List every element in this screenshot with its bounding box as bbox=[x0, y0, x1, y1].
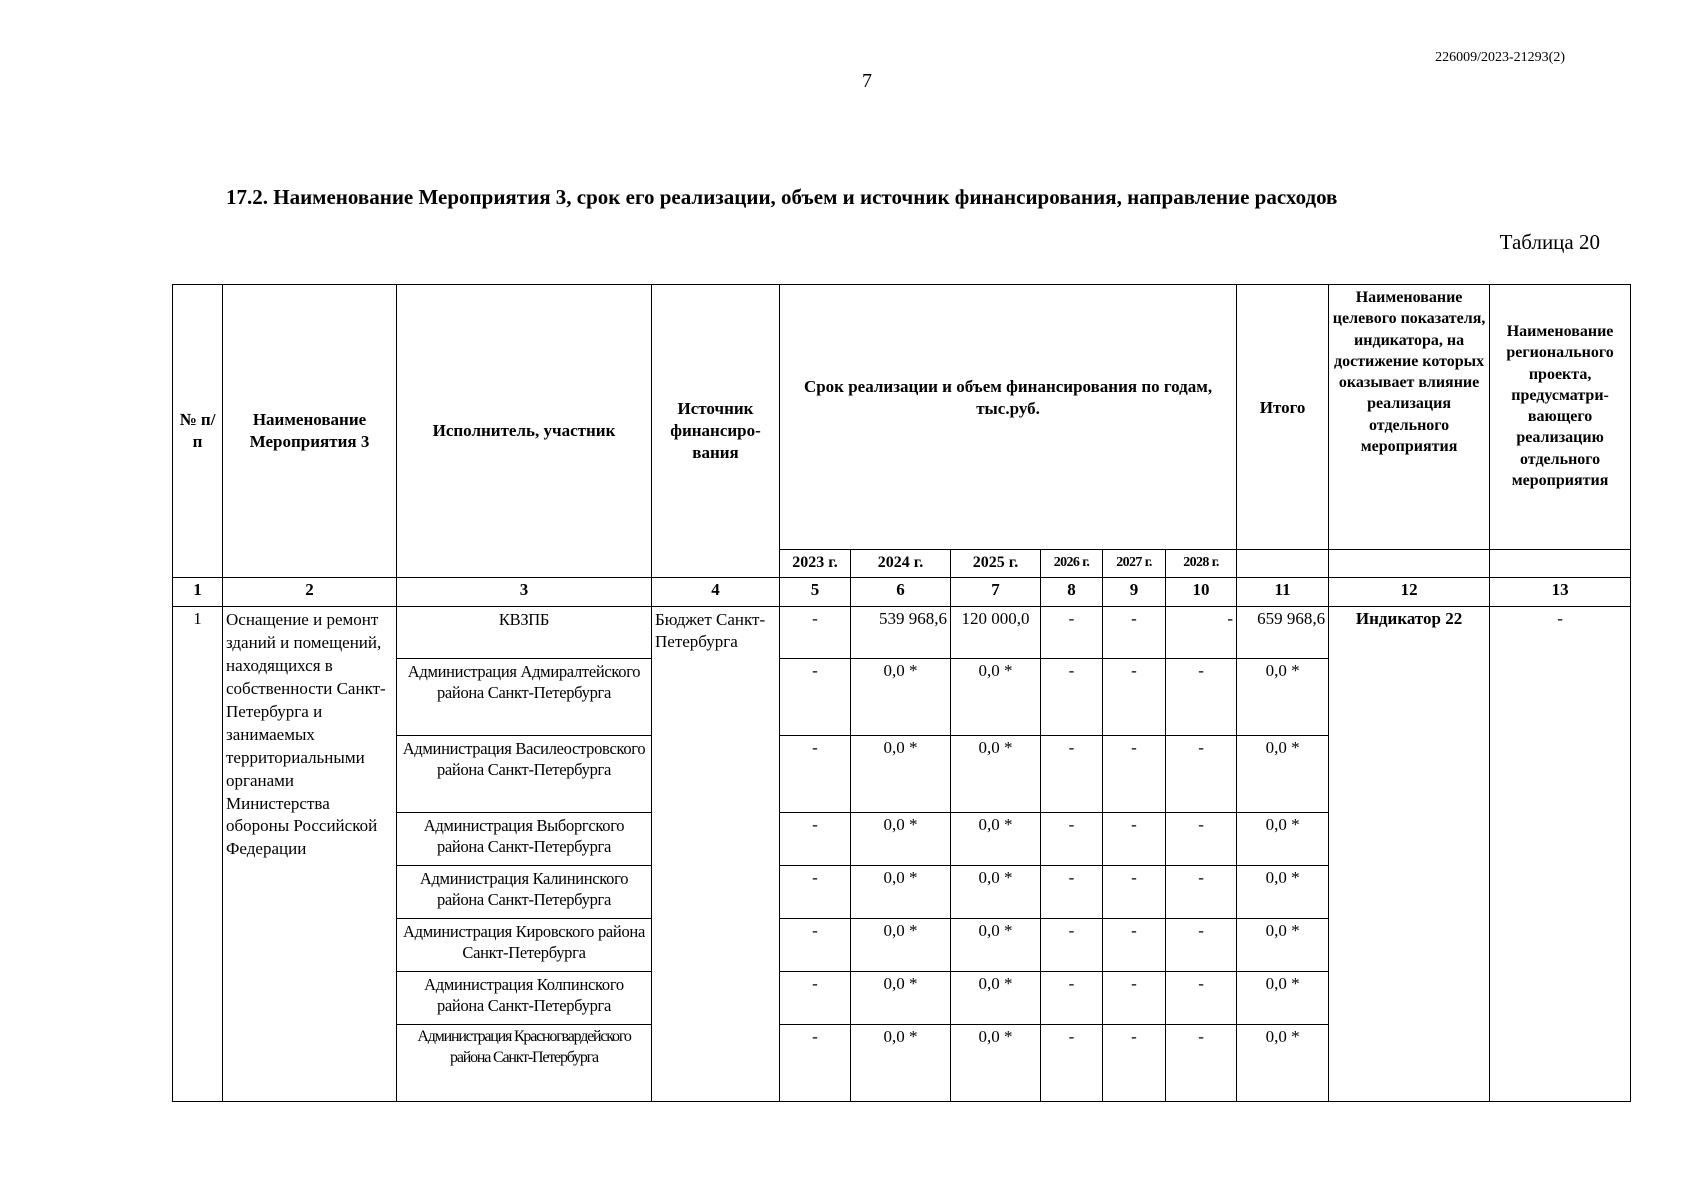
value-total: 659 968,6 bbox=[1237, 607, 1329, 659]
table-row bbox=[173, 607, 1631, 659]
column-number: 12 bbox=[1329, 578, 1490, 607]
header-blank-11 bbox=[1237, 550, 1329, 578]
participant-name: Администрация Адмиралтейского района Санкт-Петербурга bbox=[397, 659, 652, 736]
column-number: 5 bbox=[780, 578, 851, 607]
value-2024: 0,0 * bbox=[851, 919, 951, 972]
value-2023: - bbox=[780, 919, 851, 972]
value-2024: 0,0 * bbox=[851, 972, 951, 1025]
row-number: 1 bbox=[173, 607, 223, 1102]
column-number: 11 bbox=[1237, 578, 1329, 607]
value-2026: - bbox=[1041, 972, 1103, 1025]
value-2028: - bbox=[1166, 736, 1237, 813]
activity-name: Оснащение и ремонт зданий и помещений, находящихся в собственности Санкт-Петербурга и занимаемых территориальными органами Министерства обороны Российской Федерации bbox=[223, 607, 397, 1102]
value-2026: - bbox=[1041, 919, 1103, 972]
value-2027: - bbox=[1103, 1025, 1166, 1102]
value-total: 0,0 * bbox=[1237, 919, 1329, 972]
funding-source: Бюджет Санкт-Петербурга bbox=[652, 607, 780, 1102]
column-number: 1 bbox=[173, 578, 223, 607]
value-2026: - bbox=[1041, 736, 1103, 813]
column-number: 3 bbox=[397, 578, 652, 607]
value-2025: 0,0 * bbox=[951, 1025, 1041, 1102]
participant-name: Администрация Василеостровского района Санкт-Петербурга bbox=[397, 736, 652, 813]
value-2026: - bbox=[1041, 607, 1103, 659]
value-2024: 0,0 * bbox=[851, 1025, 951, 1102]
participant-name: Администрация Красногвардейского района Санкт-Петербурга bbox=[397, 1025, 652, 1102]
value-2025: 0,0 * bbox=[951, 736, 1041, 813]
value-total: 0,0 * bbox=[1237, 866, 1329, 919]
value-2028: - bbox=[1166, 919, 1237, 972]
participant-name: КВЗПБ bbox=[397, 607, 652, 659]
value-2025: 120 000,0 bbox=[951, 607, 1041, 659]
column-number: 4 bbox=[652, 578, 780, 607]
column-number: 6 bbox=[851, 578, 951, 607]
value-2023: - bbox=[780, 736, 851, 813]
value-2023: - bbox=[780, 607, 851, 659]
value-2027: - bbox=[1103, 919, 1166, 972]
value-total: 0,0 * bbox=[1237, 972, 1329, 1025]
value-2027: - bbox=[1103, 607, 1166, 659]
value-2025: 0,0 * bbox=[951, 659, 1041, 736]
column-number: 9 bbox=[1103, 578, 1166, 607]
header-blank-12 bbox=[1329, 550, 1490, 578]
header-year-2024: 2024 г. bbox=[851, 550, 951, 578]
value-total: 0,0 * bbox=[1237, 736, 1329, 813]
header-year-2028: 2028 г. bbox=[1166, 550, 1237, 578]
value-2026: - bbox=[1041, 866, 1103, 919]
value-2024: 0,0 * bbox=[851, 866, 951, 919]
value-2026: - bbox=[1041, 659, 1103, 736]
value-2027: - bbox=[1103, 972, 1166, 1025]
value-2028: - bbox=[1166, 813, 1237, 866]
value-2024: 0,0 * bbox=[851, 736, 951, 813]
header-year-2025: 2025 г. bbox=[951, 550, 1041, 578]
participant-name: Администрация Калининского района Санкт-Петербурга bbox=[397, 866, 652, 919]
value-2025: 0,0 * bbox=[951, 919, 1041, 972]
value-2024: 0,0 * bbox=[851, 659, 951, 736]
header-year-2027: 2027 г. bbox=[1103, 550, 1166, 578]
table-label: Таблица 20 bbox=[1499, 230, 1600, 254]
value-2025: 0,0 * bbox=[951, 972, 1041, 1025]
column-number-row bbox=[173, 578, 1631, 607]
value-2028: - bbox=[1166, 866, 1237, 919]
column-number: 8 bbox=[1041, 578, 1103, 607]
value-2023: - bbox=[780, 972, 851, 1025]
value-2028: - bbox=[1166, 607, 1237, 659]
value-2023: - bbox=[780, 866, 851, 919]
value-2025: 0,0 * bbox=[951, 866, 1041, 919]
value-2026: - bbox=[1041, 1025, 1103, 1102]
value-2023: - bbox=[780, 813, 851, 866]
header-blank-13 bbox=[1490, 550, 1631, 578]
value-total: 0,0 * bbox=[1237, 659, 1329, 736]
header-num: № п/п bbox=[173, 285, 223, 578]
column-number: 10 bbox=[1166, 578, 1237, 607]
regional-project: - bbox=[1490, 607, 1631, 1102]
value-2023: - bbox=[780, 659, 851, 736]
value-2028: - bbox=[1166, 659, 1237, 736]
header-year-2023: 2023 г. bbox=[780, 550, 851, 578]
value-2027: - bbox=[1103, 736, 1166, 813]
column-number: 2 bbox=[223, 578, 397, 607]
header-project: Наименование регионального проекта, предусматри-вающего реализацию отдельного мероприятия bbox=[1490, 285, 1631, 550]
value-2027: - bbox=[1103, 813, 1166, 866]
header-year-2026: 2026 г. bbox=[1041, 550, 1103, 578]
value-2026: - bbox=[1041, 813, 1103, 866]
value-2024: 0,0 * bbox=[851, 813, 951, 866]
header-source: Источник финансиро-вания bbox=[652, 285, 780, 578]
header-total: Итого bbox=[1237, 285, 1329, 550]
header-indicator: Наименование целевого показателя, индикатора, на достижение которых оказывает влияние реализация отдельного мероприятия bbox=[1329, 285, 1490, 550]
value-2027: - bbox=[1103, 659, 1166, 736]
indicator-name: Индикатор 22 bbox=[1329, 607, 1490, 1102]
participant-name: Администрация Выборгского района Санкт-Петербурга bbox=[397, 813, 652, 866]
document-code: 226009/2023-21293(2) bbox=[1435, 50, 1565, 65]
participant-name: Администрация Кировского района Санкт-Петербурга bbox=[397, 919, 652, 972]
column-number: 7 bbox=[951, 578, 1041, 607]
value-2028: - bbox=[1166, 1025, 1237, 1102]
value-2028: - bbox=[1166, 972, 1237, 1025]
section-title: 17.2. Наименование Мероприятия 3, срок его реализации, объем и источник финансирования, направление расходов bbox=[226, 185, 1338, 209]
column-number: 13 bbox=[1490, 578, 1631, 607]
value-2023: - bbox=[780, 1025, 851, 1102]
value-2025: 0,0 * bbox=[951, 813, 1041, 866]
header-activity: Наименование Мероприятия 3 bbox=[223, 285, 397, 578]
value-total: 0,0 * bbox=[1237, 1025, 1329, 1102]
financing-table bbox=[172, 284, 1631, 1102]
value-2024: 539 968,6 bbox=[851, 607, 951, 659]
header-period: Срок реализации и объем финансирования по годам, тыс.руб. bbox=[780, 285, 1237, 550]
value-total: 0,0 * bbox=[1237, 813, 1329, 866]
page-number: 7 bbox=[862, 70, 872, 92]
participant-name: Администрация Колпинского района Санкт-Петербурга bbox=[397, 972, 652, 1025]
value-2027: - bbox=[1103, 866, 1166, 919]
header-executor: Исполнитель, участник bbox=[397, 285, 652, 578]
